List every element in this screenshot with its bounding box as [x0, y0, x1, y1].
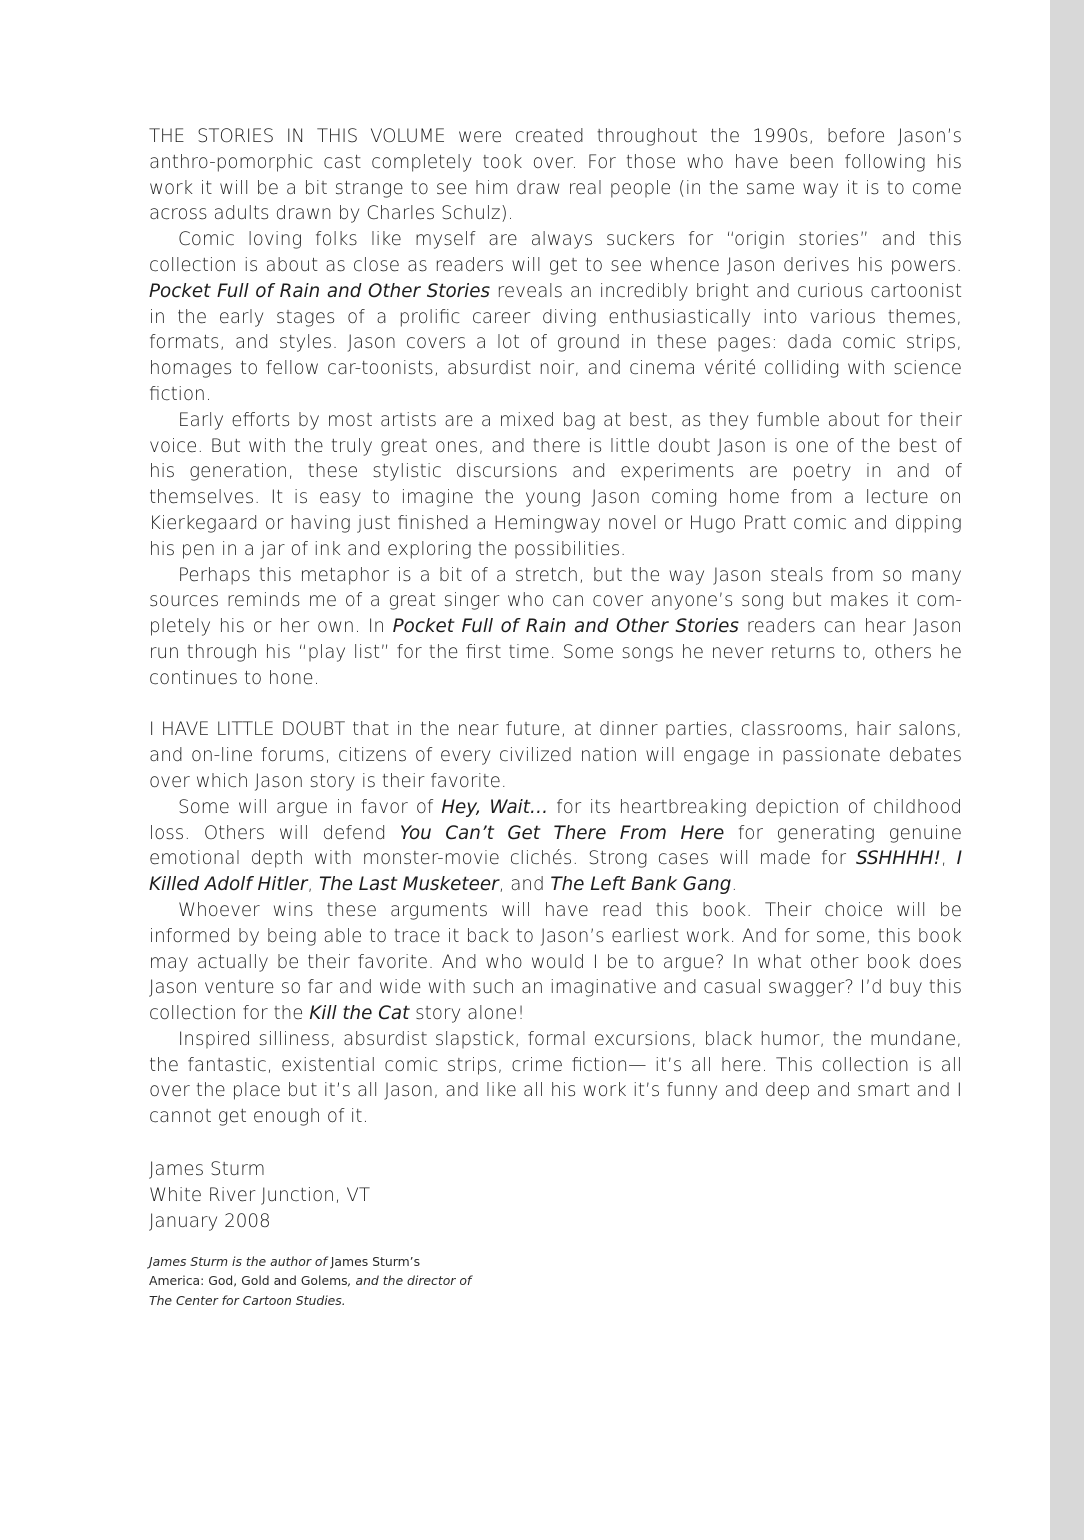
- book-title: SSHHHH!: [856, 848, 941, 870]
- author-bio: [149, 1252, 479, 1310]
- page-edge-strip: [1050, 0, 1084, 1540]
- paragraph-text: reveals an incredibly bright and curious cartoonist in the early stages of a prolific career diving enthusiastically into various themes, formats, and styles. Jason covers a lot of ground in these pages: dada comic strips, homages to fellow car-toonists, absurdist noir, and cinema vérité colliding with science fiction.: [149, 280, 962, 405]
- paragraph-text: for generating genuine emotional depth with monster-movie clichés. Strong cases will made for: [149, 822, 962, 870]
- paragraph-text: that in the near future, at dinner parties, classrooms, hair salons, and on-line forums, citizens of every civilized nation will engage in passionate debates over which Jason story is their favorite.: [149, 719, 962, 792]
- paragraph-text: readers can hear Jason run through his “play list” for the first time. Some songs he never returns to, others he continues to hone.: [149, 616, 962, 689]
- book-title: The Last Musketeer: [318, 874, 499, 896]
- section-break: [149, 692, 962, 718]
- signature-block: [149, 1157, 370, 1234]
- book-title: The Left Bank Gang: [550, 874, 732, 896]
- paragraph-text: story alone!: [409, 1003, 525, 1025]
- paragraph-text: ,: [307, 874, 319, 896]
- author-name: James Sturm: [149, 1159, 266, 1180]
- paragraph-text: , and: [498, 874, 551, 896]
- paragraph-text: ,: [940, 848, 957, 870]
- bio-text: , and the director of The Center for Cartoon Studies.: [149, 1273, 472, 1308]
- paragraph-text: Some will argue in favor of: [178, 796, 442, 818]
- lead-in-caps: THE STORIES IN THIS VOLUME: [149, 126, 446, 147]
- paragraph: [149, 898, 962, 1027]
- paragraph: [149, 124, 962, 227]
- bio-text: James Sturm is the author of: [149, 1254, 331, 1269]
- book-title: I Killed Adolf Hitler: [149, 848, 962, 896]
- book-title: Kill the Cat: [309, 1003, 410, 1025]
- paragraph-text: Inspired silliness, absurdist slapstick, formal excursions, black humor, the mundane, the fantastic, existential comic strips, crime fiction— it’s all here. This collection is all over the place but it’s all Jason, and like all his work it’s funny and deep and smart and I cannot get enough of it.: [149, 1028, 962, 1128]
- introduction-body: [149, 124, 962, 1130]
- book-title: Pocket Full of Rain and Other Stories: [392, 616, 739, 638]
- paragraph-text: Comic loving folks like myself are always suckers for “origin stories” and this collection is about as close as readers will get to see whence Jason derives his powers.: [149, 229, 962, 276]
- paragraph-text: for its heartbreaking depiction of childhood loss. Others will defend: [149, 796, 963, 844]
- paragraph: [149, 717, 962, 794]
- paragraph-text: Early efforts by most artists are a mixed bag at best, as they fumble about for their voice. But with the truly great ones, and there is little doubt Jason is one of the best of his generation, these stylistic discursions and experiments are poetry in and of themselves. It is easy to imagine the young Jason coming home from a lecture on Kierkegaard or having just finished a Hemingway novel or Hugo Pratt comic and dipping his pen in a jar of ink and exploring the possibilities.: [149, 409, 962, 560]
- book-title: You Can’t Get There From Here: [399, 822, 725, 844]
- paragraph-text: Whoever wins these arguments will have read this book. Their choice will be informed by being able to trace it back to Jason’s earliest work. And for some, this book may actually be their favorite. And who would I be to argue? In what other book does Jason venture so far and wide with such an imaginative and casual swagger? I’d buy this collection for the: [149, 899, 962, 1025]
- paragraph: [149, 1027, 962, 1130]
- paragraph: [149, 563, 962, 692]
- bio-book-title: James Sturm’s America: God, Gold and Golems: [149, 1254, 421, 1289]
- lead-in-caps: I HAVE LITTLE DOUBT: [149, 719, 346, 741]
- signature-date: January 2008: [149, 1210, 271, 1232]
- author-location: White River Junction, VT: [149, 1184, 371, 1206]
- paragraph-text: .: [731, 874, 738, 896]
- paragraph: [149, 227, 962, 408]
- book-title: Hey, Wait…: [441, 796, 549, 818]
- paragraph-text: were created throughout the 1990s, before Jason’s anthro-pomorphic cast completely took over. For those who have been following his work it will be a bit strange to see him draw real people (in the same way it is to come across adults drawn by Charles Schulz).: [149, 126, 962, 225]
- paragraph-text: Perhaps this metaphor is a bit of a stretch, but the way Jason steals from so many sources reminds me of a great singer who can cover anyone’s song but makes it com-pletely his or her own. In: [149, 564, 962, 638]
- paragraph: [149, 408, 962, 563]
- paragraph: [149, 795, 962, 898]
- book-title: Pocket Full of Rain and Other Stories: [149, 280, 491, 302]
